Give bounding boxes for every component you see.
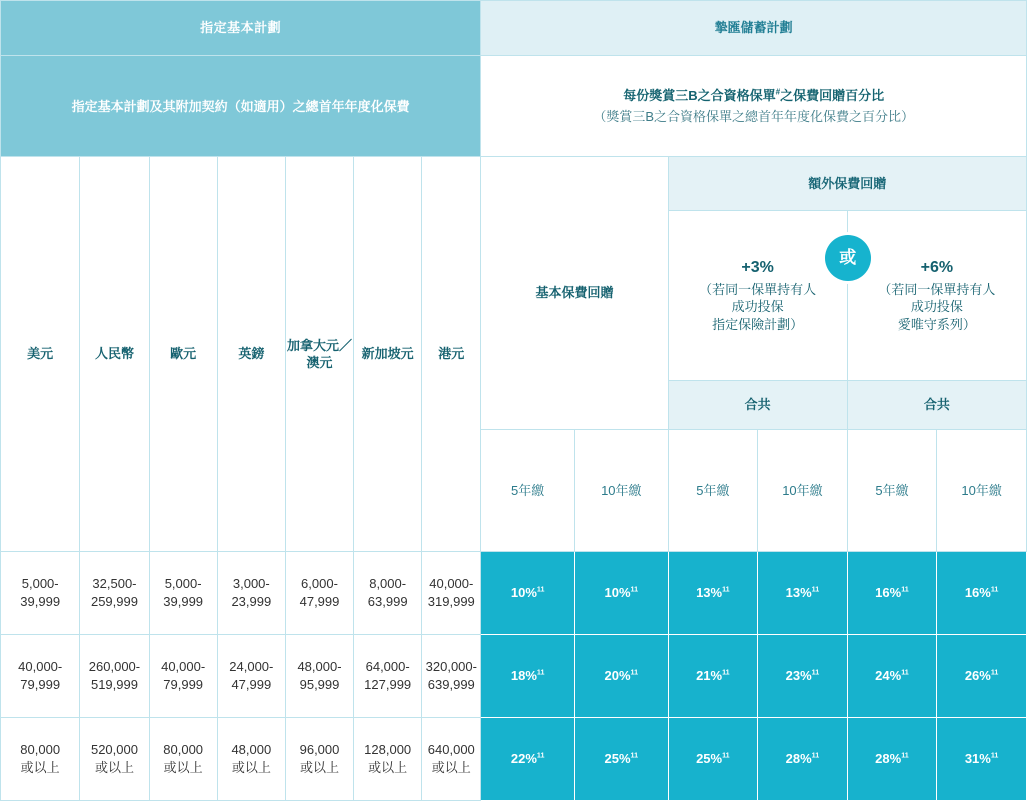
bonus-value-cell: 16%$^{11}$	[937, 552, 1027, 635]
term-basic-5y: 5年繳	[481, 429, 575, 551]
extra-bonus-b-line3: 愛唯守系列）	[897, 316, 976, 332]
extra-bonus-b-line2: 成功投保	[910, 299, 963, 315]
right-subtitle-tail: 之保費回贈百分比	[780, 87, 885, 103]
premium-cell: 24,000- 47,999	[217, 634, 285, 717]
extra-bonus-a-line3: 指定保險計劃）	[712, 316, 804, 332]
extra-bonus-a-pct: +3%	[741, 259, 774, 277]
bonus-value-cell: 26%$^{11}$	[937, 634, 1027, 717]
premium-cell: 6,000- 47,999	[285, 552, 353, 635]
currency-col-hkd: 港元	[422, 157, 481, 552]
premium-cell: 64,000- 127,999	[354, 634, 422, 717]
table-row	[1, 552, 1027, 635]
bonus-value-cell: 28%$^{11}$	[758, 717, 848, 800]
term-plus6-10y: 10年繳	[937, 429, 1027, 551]
plan-title-row	[1, 1, 1027, 56]
premium-cell: 640,000 或以上	[422, 717, 481, 800]
premium-cell: 5,000- 39,999	[149, 552, 217, 635]
extra-bonus-header-row	[1, 157, 1027, 210]
premium-cell: 48,000- 95,999	[285, 634, 353, 717]
premium-cell: 5,000- 39,999	[1, 552, 80, 635]
premium-cell: 40,000- 319,999	[422, 552, 481, 635]
currency-col-cny: 人民幣	[80, 157, 149, 552]
bonus-value-cell: 18%$^{11}$	[481, 634, 575, 717]
right-subtitle-main: 每份獎賞三B之合資格保單	[623, 87, 776, 103]
extra-bonus-b-pct: +6%	[920, 259, 954, 277]
extra-bonus-a	[668, 210, 847, 380]
right-subtitle-footnote: #	[775, 87, 781, 97]
extra-bonus-a-line2: 成功投保	[731, 299, 784, 315]
currency-col-sgd: 新加坡元	[354, 157, 422, 552]
currency-col-eur: 歐元	[149, 157, 217, 552]
currency-col-cad-aud: 加拿大元／澳元	[285, 157, 353, 552]
plan-left-title: 指定基本計劃	[1, 1, 481, 56]
bonus-value-cell: 24%$^{11}$	[847, 634, 937, 717]
bonus-value-cell: 10%$^{11}$	[481, 552, 575, 635]
bonus-value-cell: 16%$^{11}$	[847, 552, 937, 635]
table-row	[1, 717, 1027, 800]
premium-cell: 32,500- 259,999	[80, 552, 149, 635]
premium-cell: 8,000- 63,999	[354, 552, 422, 635]
right-subtitle	[481, 56, 1027, 157]
bonus-value-cell: 13%$^{11}$	[668, 552, 758, 635]
bonus-value-cell: 21%$^{11}$	[668, 634, 758, 717]
extra-bonus-a-line1: （若同一保單持有人	[699, 281, 817, 297]
currency-col-usd: 美元	[1, 157, 80, 552]
premium-cell: 320,000- 639,999	[422, 634, 481, 717]
premium-cell: 520,000 或以上	[80, 717, 149, 800]
bonus-value-cell: 22%$^{11}$	[481, 717, 575, 800]
premium-cell: 3,000- 23,999	[217, 552, 285, 635]
extra-bonus-header: 額外保費回贈	[668, 157, 1026, 210]
total-label-b: 合共	[847, 380, 1026, 429]
term-plus3-5y: 5年繳	[668, 429, 758, 551]
bonus-value-cell: 23%$^{11}$	[758, 634, 848, 717]
bonus-value-cell: 28%$^{11}$	[847, 717, 937, 800]
table-row	[1, 634, 1027, 717]
premium-cell: 40,000- 79,999	[149, 634, 217, 717]
term-basic-10y: 10年繳	[574, 429, 668, 551]
currency-col-gbp: 英鎊	[217, 157, 285, 552]
premium-cell: 40,000- 79,999	[1, 634, 80, 717]
left-subtitle: 指定基本計劃及其附加契約（如適用）之總首年年度化保費	[1, 56, 481, 157]
basic-bonus-header: 基本保費回贈	[481, 157, 668, 429]
extra-bonus-b-line1: （若同一保單持有人	[878, 281, 996, 297]
premium-cell: 128,000 或以上	[354, 717, 422, 800]
bonus-value-cell: 31%$^{11}$	[937, 717, 1027, 800]
plan-right-title: 摯匯儲蓄計劃	[481, 1, 1027, 56]
premium-cell: 80,000 或以上	[1, 717, 80, 800]
total-label-a: 合共	[668, 380, 847, 429]
bonus-value-cell: 25%$^{11}$	[668, 717, 758, 800]
term-plus6-5y: 5年繳	[847, 429, 937, 551]
premium-cell: 260,000- 519,999	[80, 634, 149, 717]
term-plus3-10y: 10年繳	[758, 429, 848, 551]
plan-subtitle-row	[1, 56, 1027, 157]
or-badge: 或	[825, 235, 871, 281]
premium-cell: 80,000 或以上	[149, 717, 217, 800]
premium-cell: 48,000 或以上	[217, 717, 285, 800]
bonus-value-cell: 20%$^{11}$	[574, 634, 668, 717]
bonus-value-cell: 10%$^{11}$	[574, 552, 668, 635]
premium-cell: 96,000 或以上	[285, 717, 353, 800]
extra-bonus-b	[839, 210, 1026, 380]
bonus-value-cell: 25%$^{11}$	[574, 717, 668, 800]
right-subtitle-note: （獎賞三B之合資格保單之總首年年度化保費之百分比）	[593, 109, 915, 125]
bonus-value-cell: 13%$^{11}$	[758, 552, 848, 635]
